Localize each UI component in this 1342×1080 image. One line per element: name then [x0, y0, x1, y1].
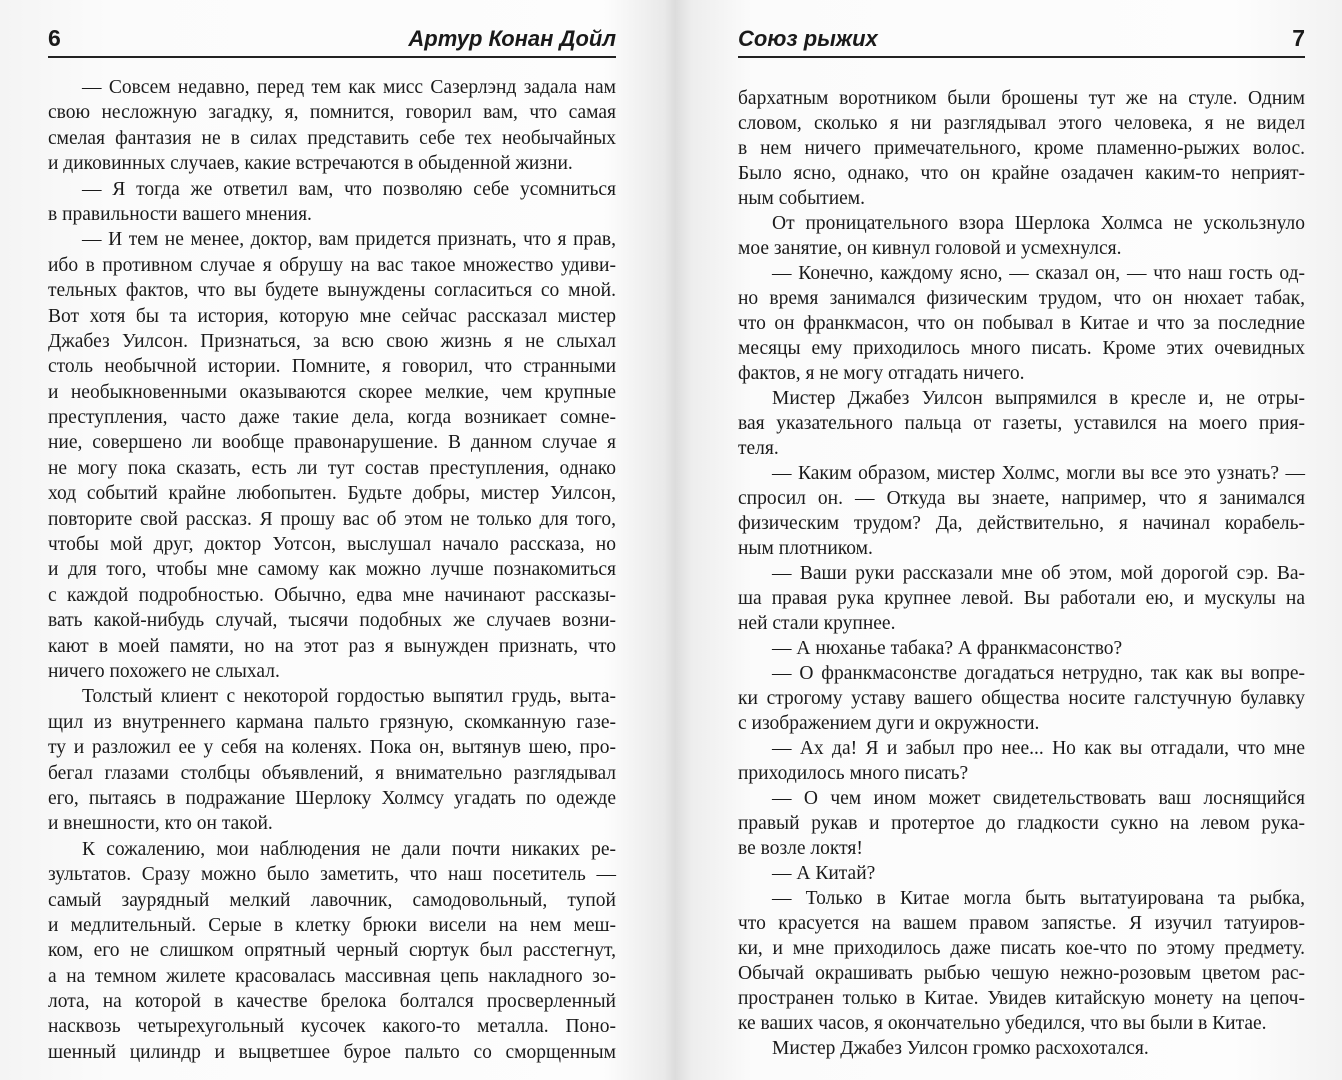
- text-line: ней стали крупнее.: [738, 613, 896, 634]
- text-line: ничего похожего не слыхал.: [48, 660, 280, 682]
- text-line: и внешности, кто он такой.: [48, 813, 273, 835]
- text-line: — О чем ином может свидетельствовать ваш лоснящийся: [772, 788, 1305, 809]
- text-line: кают в моей памяти, но на этот раз я вынужден признать, что: [48, 635, 616, 657]
- text-line: и для того, чтобы мне самому как можно лучше познакомиться: [48, 559, 616, 581]
- text-line: — Ах да! Я и забыл про нее... Но как вы отгадали, что мне: [772, 738, 1305, 759]
- paragraph: [738, 86, 1305, 211]
- text-line: спросил он. — Откуда вы знаете, например, что я занимался: [738, 488, 1305, 509]
- text-line: смелая фантазия не в силах представить себе тех необычайных: [48, 127, 616, 149]
- paragraph: [48, 75, 616, 177]
- text-line: зультатов. Сразу можно было заметить, что наш посетитель —: [48, 864, 616, 886]
- text-line: Джабез Уилсон. Признаться, за всю свою жизнь я не слыхал: [48, 330, 616, 352]
- text-line: ке ваших часов, я окончательно убедился, что вы были в Китае.: [738, 1013, 1267, 1034]
- paragraph: [48, 684, 616, 836]
- text-line: — О франкмасонстве догадаться нетрудно, так как вы вопре-: [772, 663, 1305, 684]
- text-line: — Я тогда же ответил вам, что позволяю себе усомниться: [82, 178, 616, 200]
- text-line: повторите свой рассказ. Я прошу вас об этом не только для того,: [48, 508, 616, 530]
- text-line: словом, сколько я ни разглядывал этого человека, я не видел: [738, 113, 1305, 134]
- text-line: бархатным воротником были брошены тут же на стуле. Одним: [738, 88, 1305, 109]
- text-line: не могу пока сказать, есть ли тут состав преступления, однако: [48, 457, 616, 479]
- text-line: теля.: [738, 438, 779, 459]
- text-line: ша правая рука крупнее левой. Вы работали ею, и мускулы на: [738, 588, 1305, 609]
- text-line: с каждой подробностью. Обычно, едва мне начинают рассказы-: [48, 584, 616, 606]
- paragraph: [738, 636, 1305, 661]
- paragraph: [48, 837, 616, 1066]
- text-line: От проницательного взора Шерлока Холмса не ускользнуло: [772, 213, 1305, 234]
- right-page-body: [738, 86, 1305, 1061]
- text-line: фактов, я не могу отгадать ничего.: [738, 363, 1025, 384]
- text-line: Обычай окрашивать рыбью чешую нежно-розовым цветом рас-: [738, 963, 1305, 984]
- text-line: ным плотником.: [738, 538, 873, 559]
- text-line: а на темном жилете красовалась массивная цепь накладного зо-: [48, 965, 616, 987]
- text-line: и медлительный. Серые в клетку брюки висели на нем меш-: [48, 914, 616, 936]
- paragraph: [738, 386, 1305, 461]
- page-number: 7: [1292, 25, 1305, 51]
- text-line: месяцы ему приходилось много писать. Кроме этих очевидных: [738, 338, 1305, 359]
- text-line: ние, совершено ли вообще правонарушение. В данном случае я: [48, 432, 616, 454]
- text-line: — Конечно, каждому ясно, — сказал он, — что наш гость од-: [772, 263, 1305, 284]
- paragraph: [738, 786, 1305, 861]
- text-line: и диковинных случаев, какие встречаются в обыденной жизни.: [48, 153, 573, 175]
- text-line: что он франкмасон, что он побывал в Китае и что за последние: [738, 313, 1305, 334]
- text-line: чтобы мой друг, доктор Уотсон, выслушал начало рассказа, но: [48, 534, 616, 556]
- text-line: мое занятие, он кивнул головой и усмехнулся.: [738, 238, 1122, 259]
- text-line: в нем ничего примечательного, кроме пламенно-рыжих волос.: [738, 138, 1305, 159]
- text-line: ту и разложил ее у себя на коленях. Пока он, вытянув шею, про-: [48, 737, 616, 759]
- text-line: Мистер Джабез Уилсон выпрямился в кресле и, не отры-: [772, 388, 1305, 409]
- text-line: — Каким образом, мистер Холмс, могли вы все это узнать? —: [772, 463, 1305, 484]
- text-line: столь необычной истории. Помните, я говорил, что странными: [48, 356, 616, 378]
- text-line: приходилось много писать?: [738, 763, 969, 784]
- text-line: тельных фактов, что вы будете вынуждены согласиться со мной.: [48, 280, 616, 302]
- paragraph: [738, 661, 1305, 736]
- text-line: Мистер Джабез Уилсон громко расхохотался.: [772, 1038, 1149, 1059]
- text-line: шенный цилиндр и выцветшее бурое пальто со сморщенным: [48, 1041, 616, 1063]
- text-line: — И тем не менее, доктор, вам придется признать, что я прав,: [82, 229, 616, 251]
- right-page: [738, 0, 1305, 1080]
- running-title: Союз рыжих: [738, 26, 878, 51]
- text-line: — А нюханье табака? А франкмасонство?: [772, 638, 1123, 659]
- paragraph: [738, 861, 1305, 886]
- paragraph: [48, 177, 616, 228]
- text-line: в правильности вашего мнения.: [48, 203, 312, 225]
- text-line: физическим трудом? Да, действительно, я начинал корабель-: [738, 513, 1305, 534]
- text-line: — Совсем недавно, перед тем как мисс Сазерлэнд задала нам: [82, 77, 616, 98]
- text-line: что красуется на вашем правом запястье. Я изучил татуиров-: [738, 913, 1305, 934]
- text-line: ибо в противном случае я обрушу на вас такое множество удиви-: [48, 254, 616, 276]
- text-line: — Только в Китае могла быть вытатуирована та рыбка,: [772, 888, 1305, 909]
- running-title: Артур Конан Дойл: [408, 26, 616, 51]
- text-line: ным событием.: [738, 188, 866, 209]
- paragraph: [738, 261, 1305, 386]
- text-line: ве возле локтя!: [738, 838, 863, 859]
- left-page: [48, 0, 616, 1080]
- text-line: вать какой-нибудь случай, тысячи подобных же случаев возни-: [48, 610, 616, 632]
- paragraph: [738, 886, 1305, 1036]
- text-line: лота, на которой в качестве брелока болтался просверленный: [48, 991, 616, 1013]
- text-line: правый рукав и протертое до гладкости сукно на левом рука-: [738, 813, 1305, 834]
- text-line: К сожалению, мои наблюдения не дали почти никаких ре-: [82, 838, 616, 860]
- left-page-body: [48, 75, 616, 1065]
- paragraph: [738, 461, 1305, 561]
- text-line: и необыкновенными оказываются скорее мелкие, чем крупные: [48, 381, 616, 403]
- text-line: с изображением дуги и окружности.: [738, 713, 1040, 734]
- text-line: Было ясно, однако, что он крайне озадачен каким-то неприят-: [738, 163, 1305, 184]
- text-line: его, пытаясь в подражание Шерлоку Холмсу угадать по одежде: [48, 787, 616, 809]
- text-line: пространен только в Китае. Увидев китайскую монету на цепоч-: [738, 988, 1305, 1009]
- text-line: ход событий крайне любопытен. Будьте добры, мистер Уилсон,: [48, 483, 616, 505]
- text-line: вая указательного пальца от газеты, уставился на моего прия-: [738, 413, 1305, 434]
- text-line: Толстый клиент с некоторой гордостью выпятил грудь, выта-: [82, 686, 616, 708]
- text-line: но время занимался физическим трудом, что он нюхает табак,: [738, 288, 1305, 309]
- paragraph: [738, 561, 1305, 636]
- paragraph: [738, 736, 1305, 786]
- text-line: ки строгому уставу вашего общества носите галстучную булавку: [738, 688, 1305, 709]
- page-number: 6: [48, 25, 61, 51]
- text-line: — А Китай?: [772, 863, 876, 884]
- text-line: бегал глазами столбцы объявлений, я внимательно разглядывал: [48, 762, 616, 784]
- left-page-header: [48, 22, 616, 58]
- text-line: — Ваши руки рассказали мне об этом, мой дорогой сэр. Ва-: [772, 563, 1305, 584]
- right-page-header: [738, 22, 1305, 58]
- text-line: насквозь четырехугольный кусочек какого-то металла. Поно-: [48, 1016, 616, 1038]
- text-line: Вот хотя бы та история, которую мне сейчас рассказал мистер: [48, 305, 616, 327]
- text-line: щил из внутреннего кармана пальто грязную, скомканную газе-: [48, 711, 616, 733]
- text-line: самый заурядный мелкий лавочник, самодовольный, тупой: [48, 889, 616, 911]
- text-line: преступления, часто даже такие дела, когда возникает сомне-: [48, 407, 616, 429]
- text-line: ком, его не слишком опрятный черный сюртук был расстегнут,: [48, 940, 616, 962]
- text-line: ки, и мне приходилось даже писать кое-что по этому предмету.: [738, 938, 1305, 959]
- paragraph: [48, 227, 616, 684]
- text-line: свою несложную загадку, я, помнится, говорил вам, что самая: [48, 102, 616, 124]
- paragraph: [738, 211, 1305, 261]
- paragraph: [738, 1036, 1305, 1061]
